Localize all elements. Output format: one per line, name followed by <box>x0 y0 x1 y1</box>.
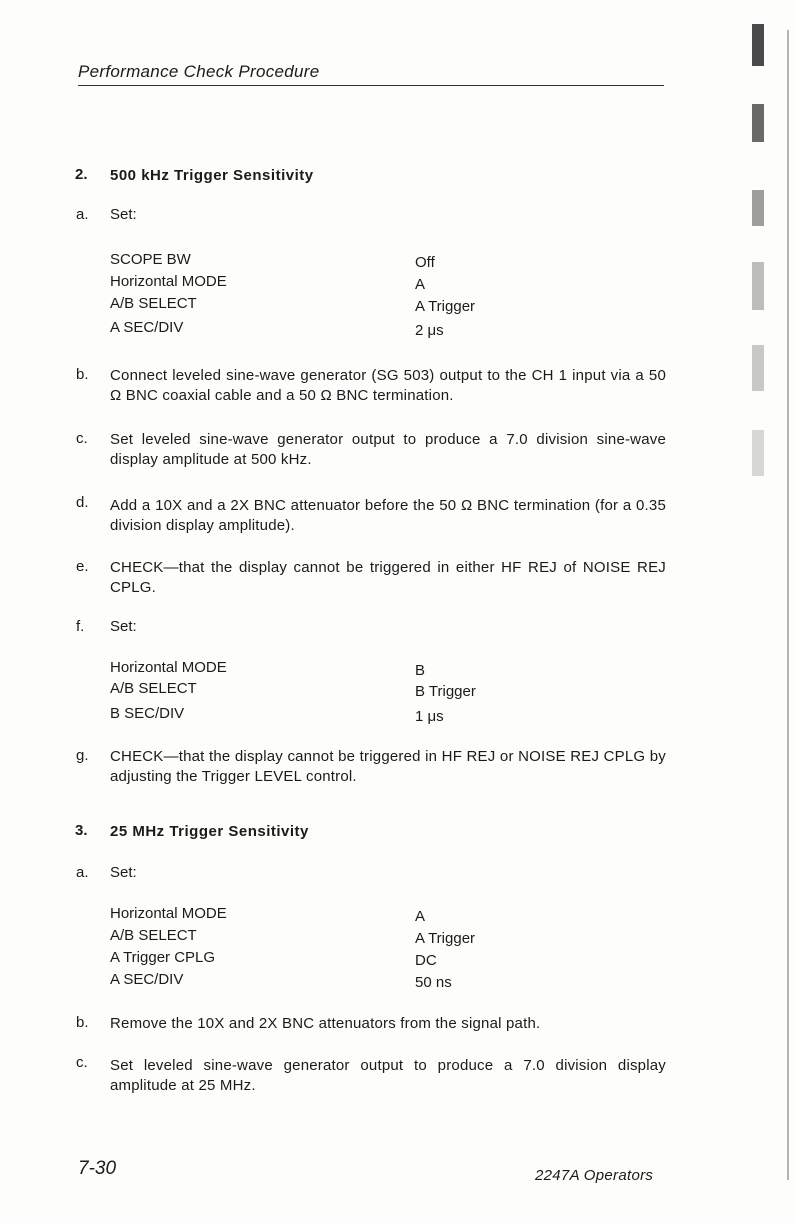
step-letter: b. <box>76 366 89 383</box>
setting-name: Horizontal MODE <box>110 905 227 922</box>
step-letter: g. <box>76 747 89 764</box>
page-number: 7-30 <box>78 1158 117 1179</box>
edge-tab-mark <box>752 345 764 391</box>
setting-name: SCOPE BW <box>110 251 191 268</box>
step-text: Add a 10X and a 2X BNC attenuator before the 50 Ω BNC termination (for a 0.35 division display amplitude). <box>110 497 666 534</box>
setting-value: 50 ns <box>415 974 452 991</box>
edge-tab-mark <box>752 104 764 142</box>
edge-tab-mark <box>752 430 764 476</box>
setting-row <box>110 971 610 993</box>
setting-row <box>110 251 610 273</box>
setting-row <box>110 949 610 971</box>
section-number: 2. <box>75 166 88 183</box>
step-letter: c. <box>76 430 88 447</box>
setting-row <box>110 680 610 702</box>
set-label: Set: <box>110 864 137 881</box>
page-header: Performance Check Procedure <box>78 62 664 86</box>
setting-value: DC <box>415 952 437 969</box>
step-text: Set leveled sine-wave generator output to produce a 7.0 division display amplitude at 25 MHz. <box>110 1057 666 1094</box>
setting-value: A Trigger <box>415 298 476 315</box>
setting-value: B Trigger <box>415 683 476 700</box>
setting-value: A Trigger <box>415 930 476 947</box>
setting-name: A/B SELECT <box>110 927 197 944</box>
setting-row <box>110 905 610 927</box>
step-letter: f. <box>76 618 85 635</box>
setting-name: Horizontal MODE <box>110 273 227 290</box>
step-letter: a. <box>76 206 89 223</box>
setting-name: A SEC/DIV <box>110 971 184 988</box>
step-letter: c. <box>76 1054 88 1071</box>
manual-title: 2247A Operators <box>535 1167 654 1184</box>
section-title: 25 MHz Trigger Sensitivity <box>110 823 309 840</box>
setting-value: 1 μs <box>415 708 444 725</box>
setting-value: B <box>415 662 426 679</box>
setting-row <box>110 273 610 295</box>
setting-value: A <box>415 276 426 293</box>
set-label: Set: <box>110 206 137 223</box>
setting-name: B SEC/DIV <box>110 705 185 722</box>
setting-row <box>110 927 610 949</box>
set-label: Set: <box>110 618 137 635</box>
step-letter: d. <box>76 494 89 511</box>
setting-row <box>110 705 610 727</box>
step-text: CHECK—that the display cannot be triggered in HF REJ or NOISE REJ CPLG by adjusting the Trigger LEVEL control. <box>110 748 666 785</box>
setting-name: A/B SELECT <box>110 680 197 697</box>
setting-value: Off <box>415 254 435 271</box>
setting-name: Horizontal MODE <box>110 659 227 676</box>
step-text: Set leveled sine-wave generator output to produce a 7.0 division sine-wave display amplitude at 500 kHz. <box>110 431 666 468</box>
section-number: 3. <box>75 822 88 839</box>
step-letter: e. <box>76 558 89 575</box>
setting-name: A/B SELECT <box>110 295 197 312</box>
setting-value: A <box>415 908 426 925</box>
setting-name: A SEC/DIV <box>110 319 184 336</box>
step-letter: a. <box>76 864 89 881</box>
setting-row <box>110 319 610 341</box>
section-title: 500 kHz Trigger Sensitivity <box>110 167 314 184</box>
step-letter: b. <box>76 1014 89 1031</box>
edge-tab-mark <box>752 190 764 226</box>
setting-name: A Trigger CPLG <box>110 949 216 966</box>
edge-line <box>787 30 789 1180</box>
setting-row <box>110 295 610 317</box>
setting-row <box>110 659 610 681</box>
edge-tab-mark <box>752 24 764 66</box>
edge-tab-mark <box>752 262 764 310</box>
step-text: Connect leveled sine-wave generator (SG 503) output to the CH 1 input via a 50 Ω BNC coaxial cable and a 50 Ω BNC termination. <box>110 367 666 404</box>
step-text: CHECK—that the display cannot be triggered in either HF REJ of NOISE REJ CPLG. <box>110 559 666 596</box>
setting-value: 2 μs <box>415 322 444 339</box>
step-text: Remove the 10X and 2X BNC attenuators from the signal path. <box>110 1015 541 1032</box>
